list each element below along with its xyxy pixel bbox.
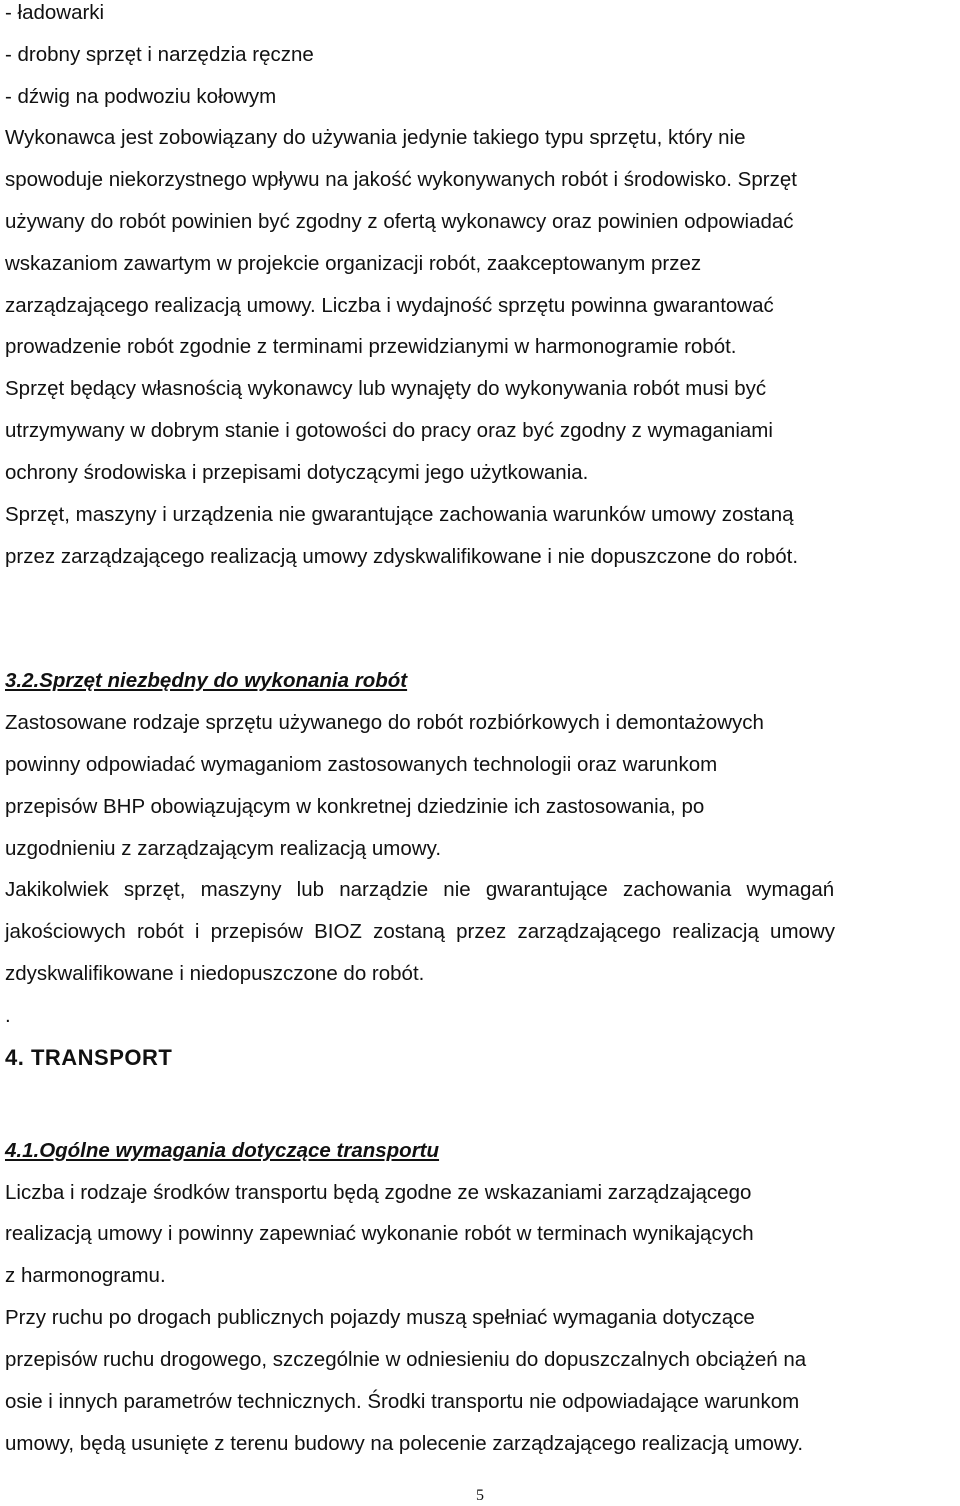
body-text-line: powinny odpowiadać wymaganiom zastosowanych technologii oraz warunkom <box>5 753 718 776</box>
section-heading-3-2: 3.2.Sprzęt niezbędny do wykonania robót <box>5 669 408 692</box>
body-text-line: Wykonawca jest zobowiązany do używania jedynie takiego typu sprzętu, który nie <box>5 126 746 149</box>
body-text-line: Przy ruchu po drogach publicznych pojazdy muszą spełniać wymagania dotyczące <box>5 1306 755 1329</box>
section-heading-4-1: 4.1.Ogólne wymagania dotyczące transportu <box>5 1139 440 1162</box>
body-text-line: Jakikolwiek sprzęt, maszyny lub narządzie nie gwarantujące zachowania wymagań <box>5 878 835 901</box>
body-text-line: Sprzęt będący własnością wykonawcy lub wynajęty do wykonywania robót musi być <box>5 377 767 400</box>
body-text-line: Zastosowane rodzaje sprzętu używanego do robót rozbiórkowych i demontażowych <box>5 711 764 734</box>
body-text-line: wskazaniom zawartym w projekcie organizacji robót, zaakceptowanym przez <box>5 252 702 275</box>
list-item-chargers: - ładowarki <box>5 1 105 24</box>
body-text-line: ochrony środowiska i przepisami dotyczącymi jego użytkowania. <box>5 461 589 484</box>
body-text-line: zarządzającego realizacją umowy. Liczba i wydajność sprzętu powinna gwarantować <box>5 294 774 317</box>
body-text-line: Sprzęt, maszyny i urządzenia nie gwarantujące zachowania warunków umowy zostaną <box>5 503 794 526</box>
body-text-line: jakościowych robót i przepisów BIOZ zostaną przez zarządzającego realizacją umowy <box>5 920 835 943</box>
body-text-line: przepisów ruchu drogowego, szczególnie w odniesieniu do dopuszczalnych obciążeń na <box>5 1348 807 1371</box>
body-text-line: realizacją umowy i powinny zapewniać wykonanie robót w terminach wynikających <box>5 1222 754 1245</box>
body-text-line: utrzymywany w dobrym stanie i gotowości do pracy oraz być zgodny z wymaganiami <box>5 419 773 442</box>
body-text-line: spowoduje niekorzystnego wpływu na jakość wykonywanych robót i środowisko. Sprzęt <box>5 168 797 191</box>
body-text-line: prowadzenie robót zgodnie z terminami przewidzianymi w harmonogramie robót. <box>5 335 737 358</box>
list-item-crane: - dźwig na podwoziu kołowym <box>5 85 277 108</box>
body-text-line: Liczba i rodzaje środków transportu będą zgodne ze wskazaniami zarządzającego <box>5 1181 752 1204</box>
stray-period: . <box>5 1004 11 1027</box>
body-text-line: umowy, będą usunięte z terenu budowy na polecenie zarządzającego realizacją umowy. <box>5 1432 804 1455</box>
page-number: 5 <box>476 1487 484 1504</box>
body-text-line: przepisów BHP obowiązującym w konkretnej dziedzinie ich zastosowania, po <box>5 795 705 818</box>
section-heading-4: 4. TRANSPORT <box>5 1045 173 1070</box>
body-text-line: uzgodnieniu z zarządzającym realizacją umowy. <box>5 837 442 860</box>
body-text-line: używany do robót powinien być zgodny z ofertą wykonawcy oraz powinien odpowiadać <box>5 210 794 233</box>
body-text-line: przez zarządzającego realizacją umowy zdyskwalifikowane i nie dopuszczone do robót. <box>5 545 799 568</box>
body-text-line: osie i innych parametrów technicznych. Środki transportu nie odpowiadające warunkom <box>5 1390 800 1413</box>
body-text-line: zdyskwalifikowane i niedopuszczone do robót. <box>5 962 425 985</box>
body-text-line: z harmonogramu. <box>5 1264 166 1287</box>
list-item-hand-tools: - drobny sprzęt i narzędzia ręczne <box>5 43 314 66</box>
